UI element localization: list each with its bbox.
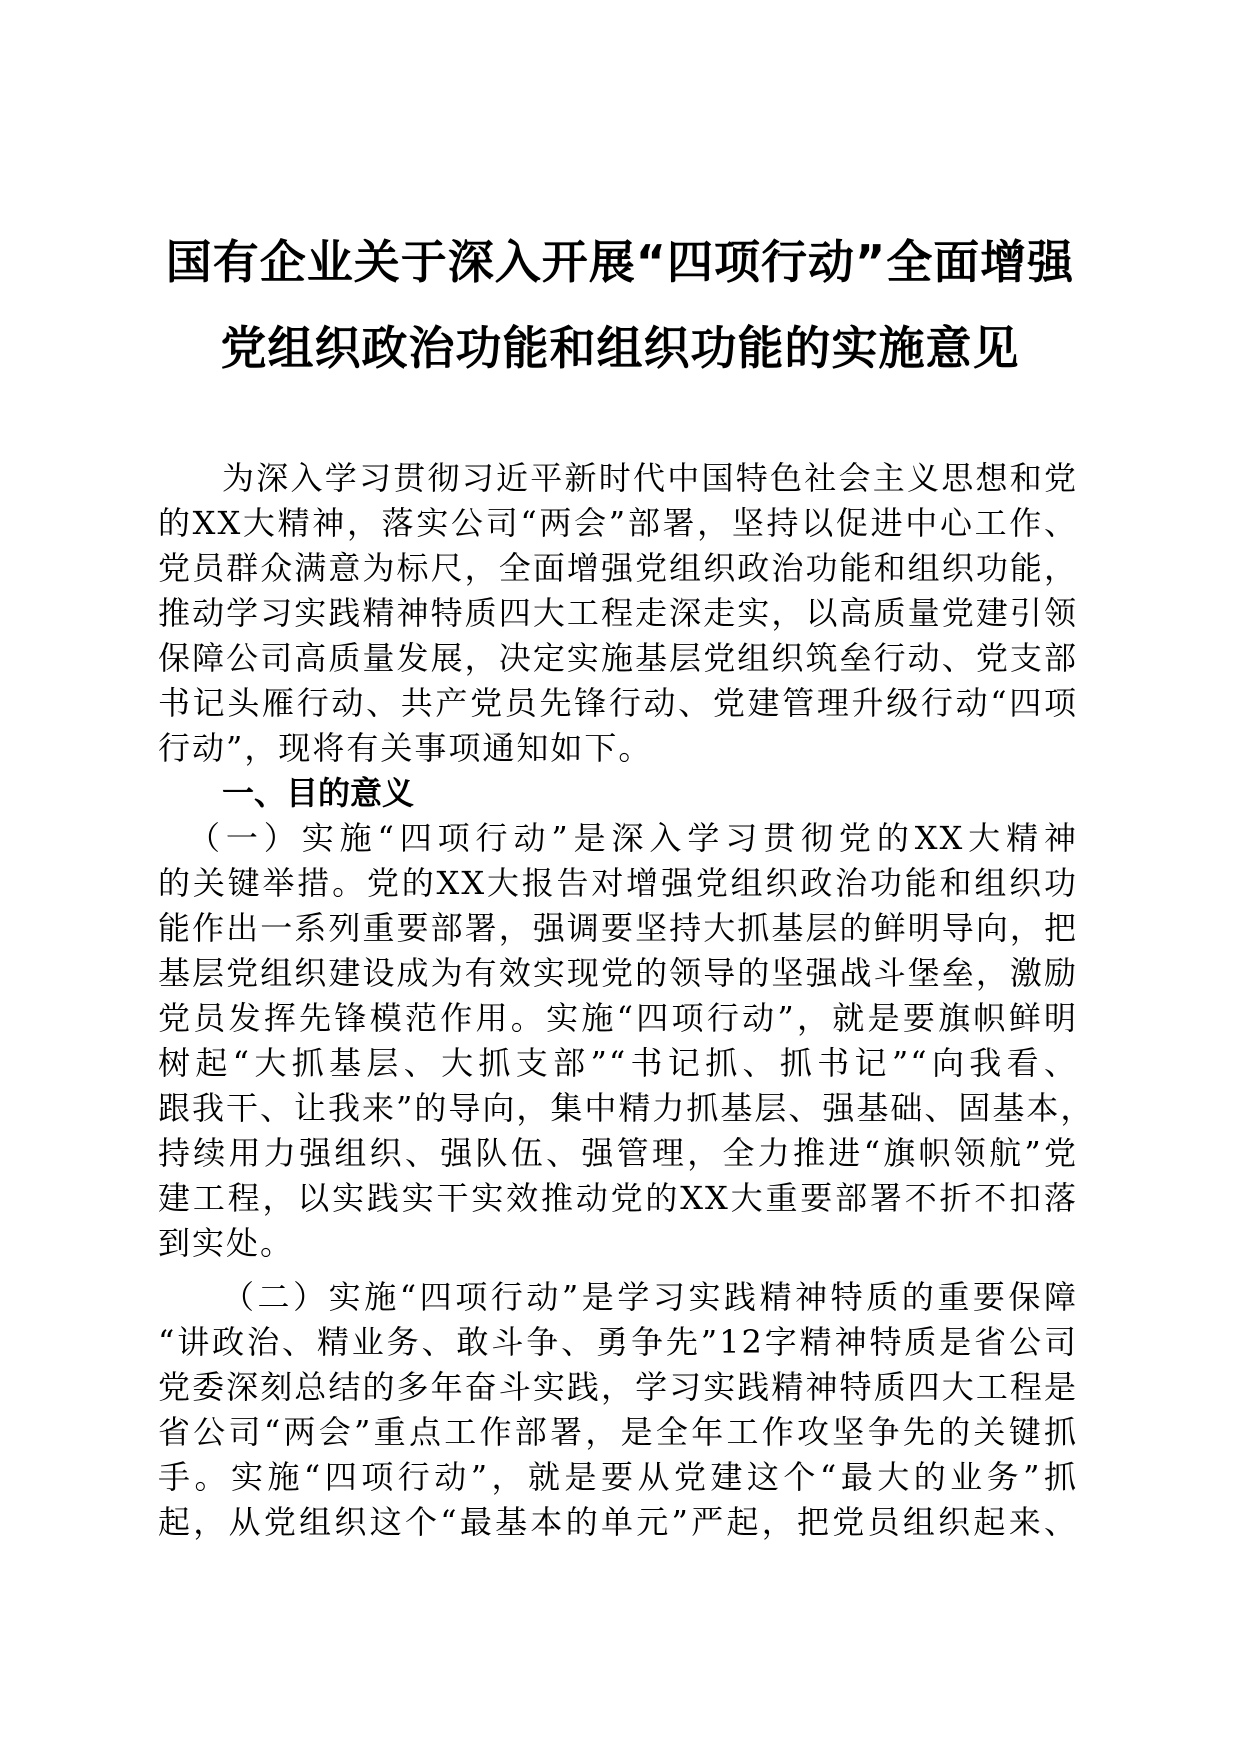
paragraph-line: 书记头雁行动、共产党员先锋行动、党建管理升级行动“四项 (158, 684, 1078, 722)
paragraph-line: 能作出一系列重要部署，强调要坚持大抓基层的鲜明导向，把 (158, 909, 1078, 947)
paragraph-line: 为深入学习贯彻习近平新时代中国特色社会主义思想和党 (222, 459, 1078, 497)
paragraph-line: 建工程，以实践实干实效推动党的XX大重要部署不折不扣落 (158, 1179, 1078, 1217)
paragraph-line: 党员发挥先锋模范作用。实施“四项行动”，就是要旗帜鲜明 (158, 999, 1078, 1037)
paragraph-spacer (158, 1266, 1078, 1275)
paragraph-line: 持续用力强组织、强队伍、强管理，全力推进“旗帜领航”党 (158, 1134, 1078, 1172)
paragraph-line: 的关键举措。党的XX大报告对增强党组织政治功能和组织功 (158, 864, 1078, 902)
paragraph-line: 保障公司高质量发展，决定实施基层党组织筑垒行动、党支部 (158, 639, 1078, 677)
paragraph-line: 起，从党组织这个“最基本的单元”严起，把党员组织起来、 (158, 1503, 1078, 1541)
paragraph-line: “讲政治、精业务、敢斗争、勇争先”12字精神特质是省公司 (158, 1323, 1078, 1361)
paragraph-line: 党委深刻总结的多年奋斗实践，学习实践精神特质四大工程是 (158, 1368, 1078, 1406)
paragraph-line: 党员群众满意为标尺，全面增强党组织政治功能和组织功能， (158, 549, 1078, 587)
paragraph-line: 行动”，现将有关事项通知如下。 (158, 729, 653, 767)
paragraph-line: 树起“大抓基层、大抓支部”“书记抓、抓书记”“向我看、 (158, 1044, 1078, 1082)
intro-paragraph (158, 456, 1078, 771)
paragraph-line: 推动学习实践精神特质四大工程走深走实，以高质量党建引领 (158, 594, 1078, 632)
paragraph-line: 跟我干、让我来”的导向，集中精力抓基层、强基础、固基本， (158, 1089, 1095, 1127)
paragraph-line: （一）实施“四项行动”是深入学习贯彻党的XX大精神 (188, 819, 1078, 857)
paragraph-line: 基层党组织建设成为有效实现党的领导的坚强战斗堡垒，激励 (158, 954, 1078, 992)
paragraph-line: 省公司“两会”重点工作部署，是全年工作攻坚争先的关键抓 (158, 1413, 1078, 1451)
paragraph-2 (158, 1275, 1078, 1545)
paragraph-line: 的XX大精神，落实公司“两会”部署，坚持以促进中心工作、 (158, 504, 1078, 542)
paragraph-1 (158, 816, 1095, 1266)
document-body (158, 456, 1095, 1545)
paragraph-line: 到实处。 (158, 1224, 295, 1262)
section-heading-purpose: 一、目的意义 (222, 774, 415, 812)
document-title-line-2: 党组织政治功能和组织功能的实施意见 (220, 321, 1020, 375)
paragraph-line: （二）实施“四项行动”是学习实践精神特质的重要保障 (222, 1278, 1078, 1316)
paragraph-line: 手。实施“四项行动”，就是要从党建这个“最大的业务”抓 (158, 1458, 1078, 1496)
document-title-line-1: 国有企业关于深入开展“四项行动”全面增强 (165, 235, 1075, 289)
